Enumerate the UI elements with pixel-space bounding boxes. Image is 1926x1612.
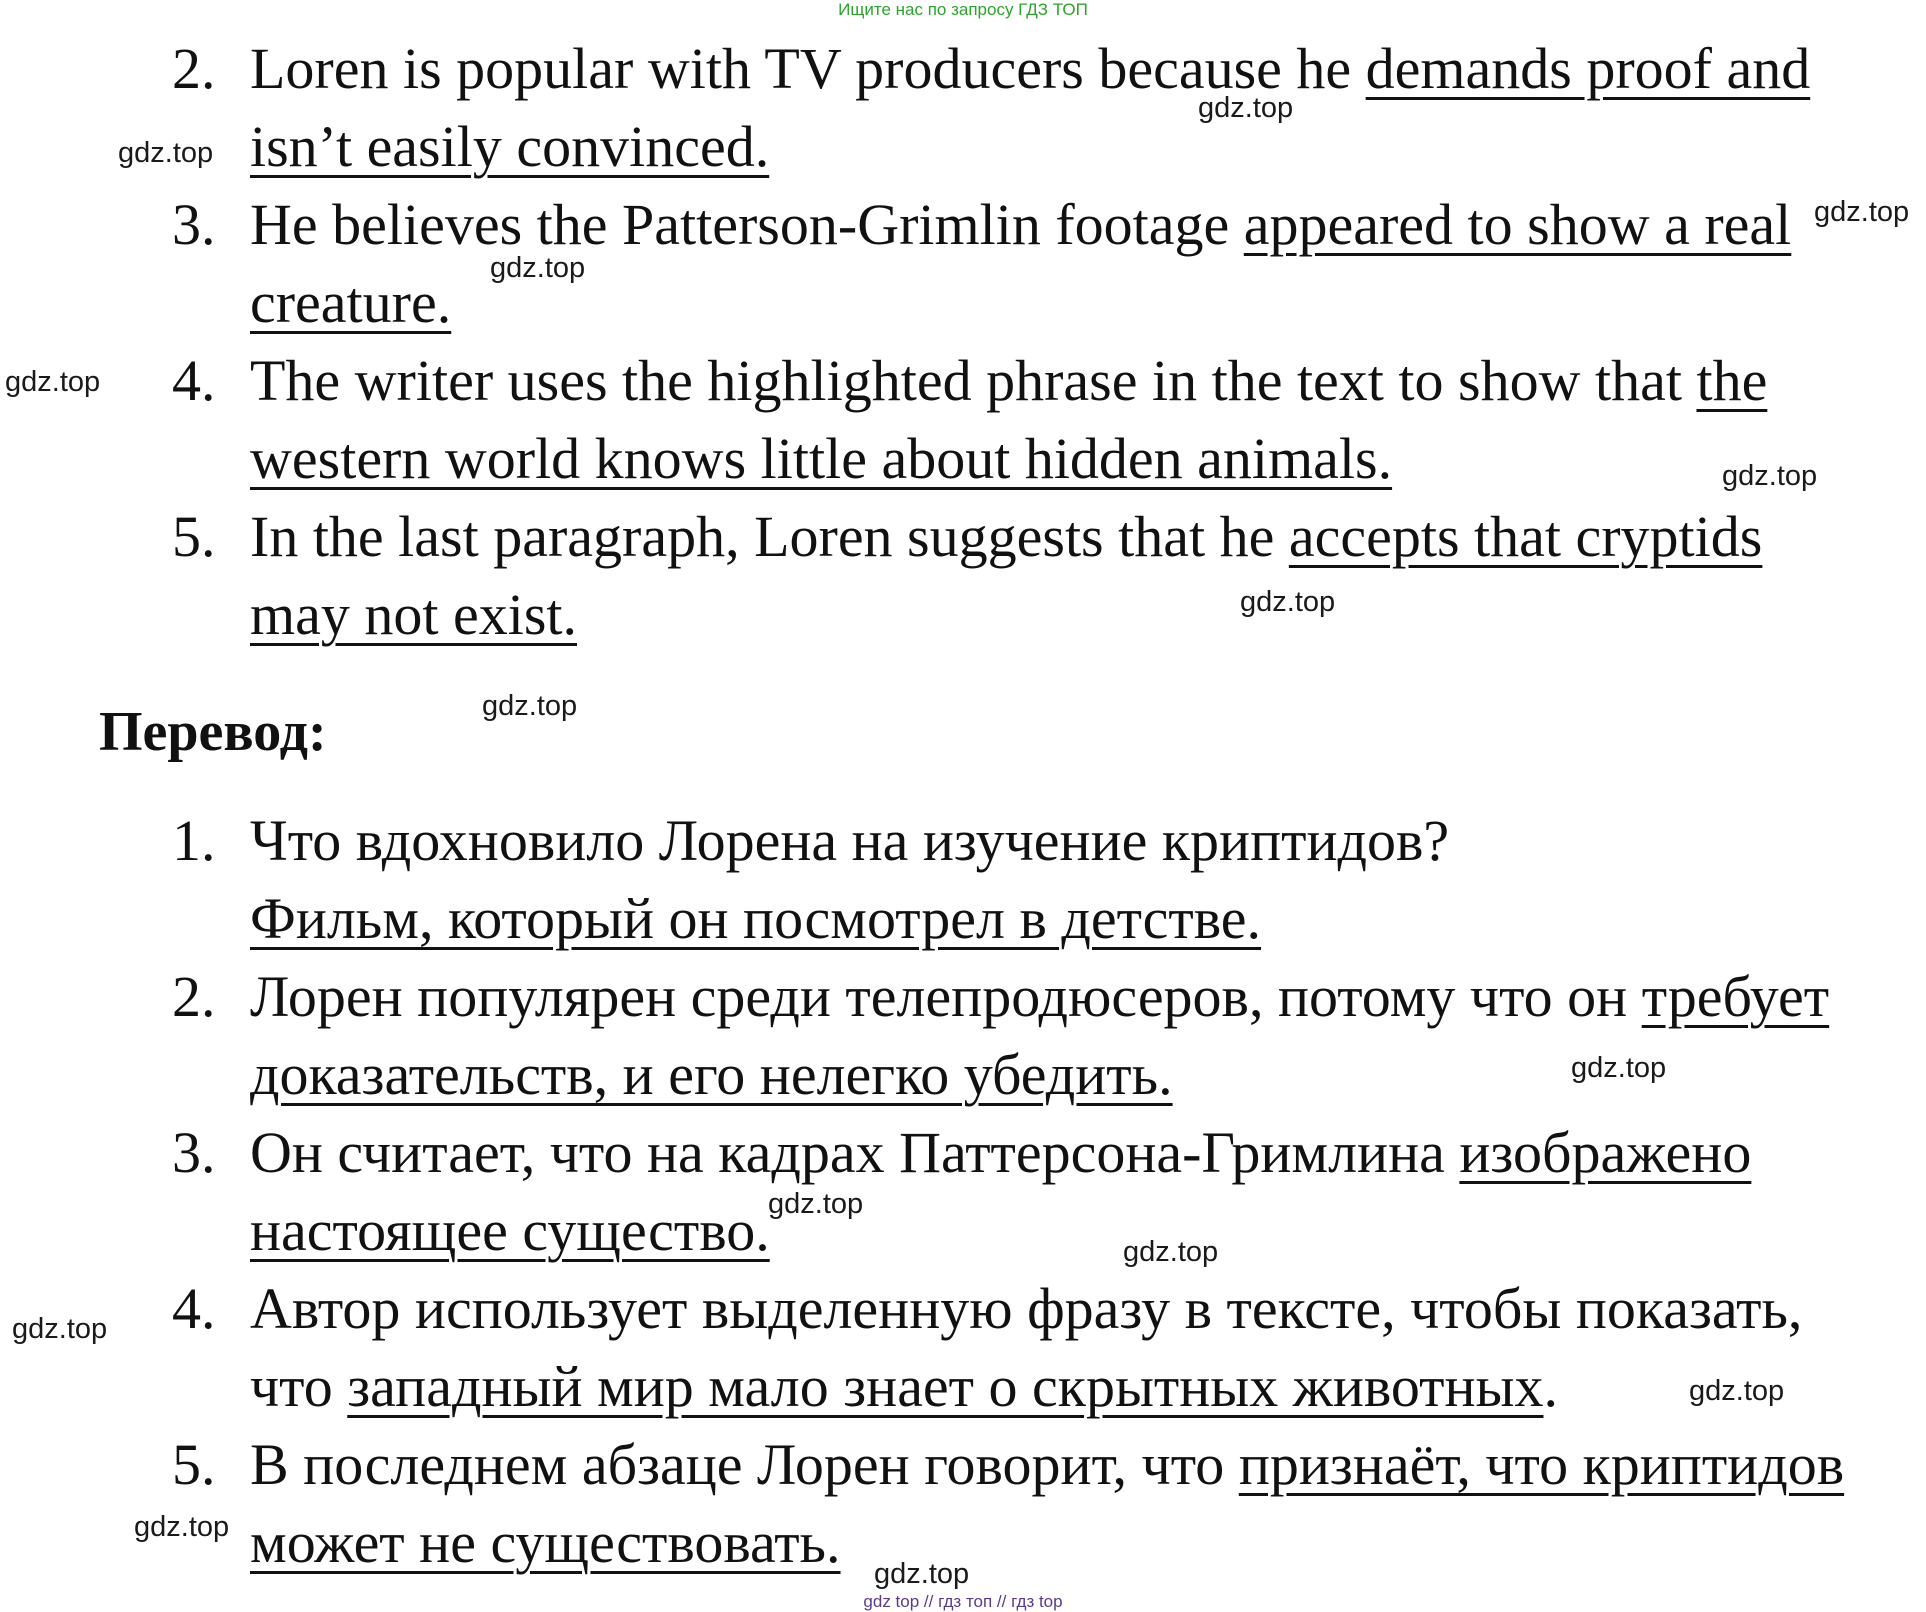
item-line-2 [250, 1197, 770, 1264]
watermark: gdz.top [768, 1188, 864, 1220]
answer-underline: доказательств, и его нелегко убедить. [250, 1042, 1173, 1107]
watermark: gdz.top [134, 1511, 230, 1543]
answer-underline: может не существовать. [250, 1510, 841, 1575]
answer-underline: Фильм, который он посмотрел в детстве. [250, 886, 1262, 951]
item-number: 5. [172, 1432, 216, 1497]
item-line-1: The writer uses the highlighted phrase in the text to show that the [250, 348, 1768, 413]
item-line-2 [250, 885, 1261, 952]
watermark: gdz.top [1689, 1375, 1785, 1407]
watermark: gdz.top [1123, 1236, 1219, 1268]
watermark: gdz.top [1240, 586, 1336, 618]
watermark: gdz.top [490, 252, 586, 284]
item-line-2 [250, 425, 1392, 492]
watermark: gdz.top [1722, 460, 1818, 492]
answer-underline: признаёт, что криптидов [1238, 1432, 1845, 1497]
item-line-2 [250, 581, 577, 648]
item-line-1: Что вдохновило Лорена на изучение криптидов? [250, 808, 1450, 873]
watermark: gdz.top [874, 1558, 970, 1590]
watermark: gdz.top [1198, 92, 1294, 124]
watermark: gdz.top [1814, 196, 1910, 228]
watermark: gdz.top [118, 137, 214, 169]
answer-underline: creature. [250, 270, 452, 335]
item-line-2 [250, 113, 769, 180]
answer-underline: настоящее существо. [250, 1198, 770, 1263]
answer-underline: demands proof and [1365, 36, 1811, 101]
item-line-2 [250, 1041, 1173, 1108]
item-line-1: In the last paragraph, Loren suggests that he accepts that cryptids [250, 504, 1763, 569]
item-number: 4. [172, 1276, 216, 1341]
watermark: gdz.top [5, 366, 101, 398]
item-line-2 [250, 269, 451, 336]
watermark: gdz.top [12, 1313, 108, 1345]
item-number: 2. [172, 36, 216, 101]
answer-underline: западный мир мало знает о скрытных животных [347, 1354, 1544, 1419]
item-line-1: Автор использует выделенную фразу в тексте, чтобы показать, [250, 1276, 1803, 1341]
item-line-1: В последнем абзаце Лорен говорит, что признаёт, что криптидов [250, 1432, 1845, 1497]
item-number: 3. [172, 1120, 216, 1185]
top-banner: Ищите нас по запросу ГДЗ ТОП [838, 0, 1088, 19]
item-line-2 [250, 1509, 841, 1576]
item-number: 2. [172, 964, 216, 1029]
footer-watermark: gdz top // гдз топ // гдз top [863, 1592, 1063, 1611]
item-number: 4. [172, 348, 216, 413]
answer-underline: may not exist. [250, 582, 578, 647]
item-number: 5. [172, 504, 216, 569]
answer-underline: изображено [1459, 1120, 1752, 1185]
item-number: 3. [172, 192, 216, 257]
answer-underline: the [1696, 348, 1768, 413]
answer-underline: appeared to show a real [1243, 192, 1792, 257]
item-number: 1. [172, 808, 216, 873]
answer-underline: accepts that cryptids [1288, 504, 1763, 569]
item-line-1: He believes the Patterson-Grimlin footage appeared to show a real [250, 192, 1792, 257]
item-line-2: что западный мир мало знает о скрытных животных. [250, 1354, 1558, 1419]
watermark: gdz.top [482, 690, 578, 722]
answer-underline: isn’t easily convinced. [250, 114, 770, 179]
answer-underline: western world knows little about hidden animals. [250, 426, 1393, 491]
item-line-1: Loren is popular with TV producers because he demands proof and [250, 36, 1811, 101]
watermark: gdz.top [1571, 1052, 1667, 1084]
item-line-1: Он считает, что на кадрах Паттерсона-Гримлина изображено [250, 1120, 1752, 1185]
item-line-1: Лорен популярен среди телепродюсеров, потому что он требует [250, 964, 1830, 1029]
translation-heading: Перевод: [99, 701, 327, 763]
answer-underline: требует [1641, 964, 1830, 1029]
